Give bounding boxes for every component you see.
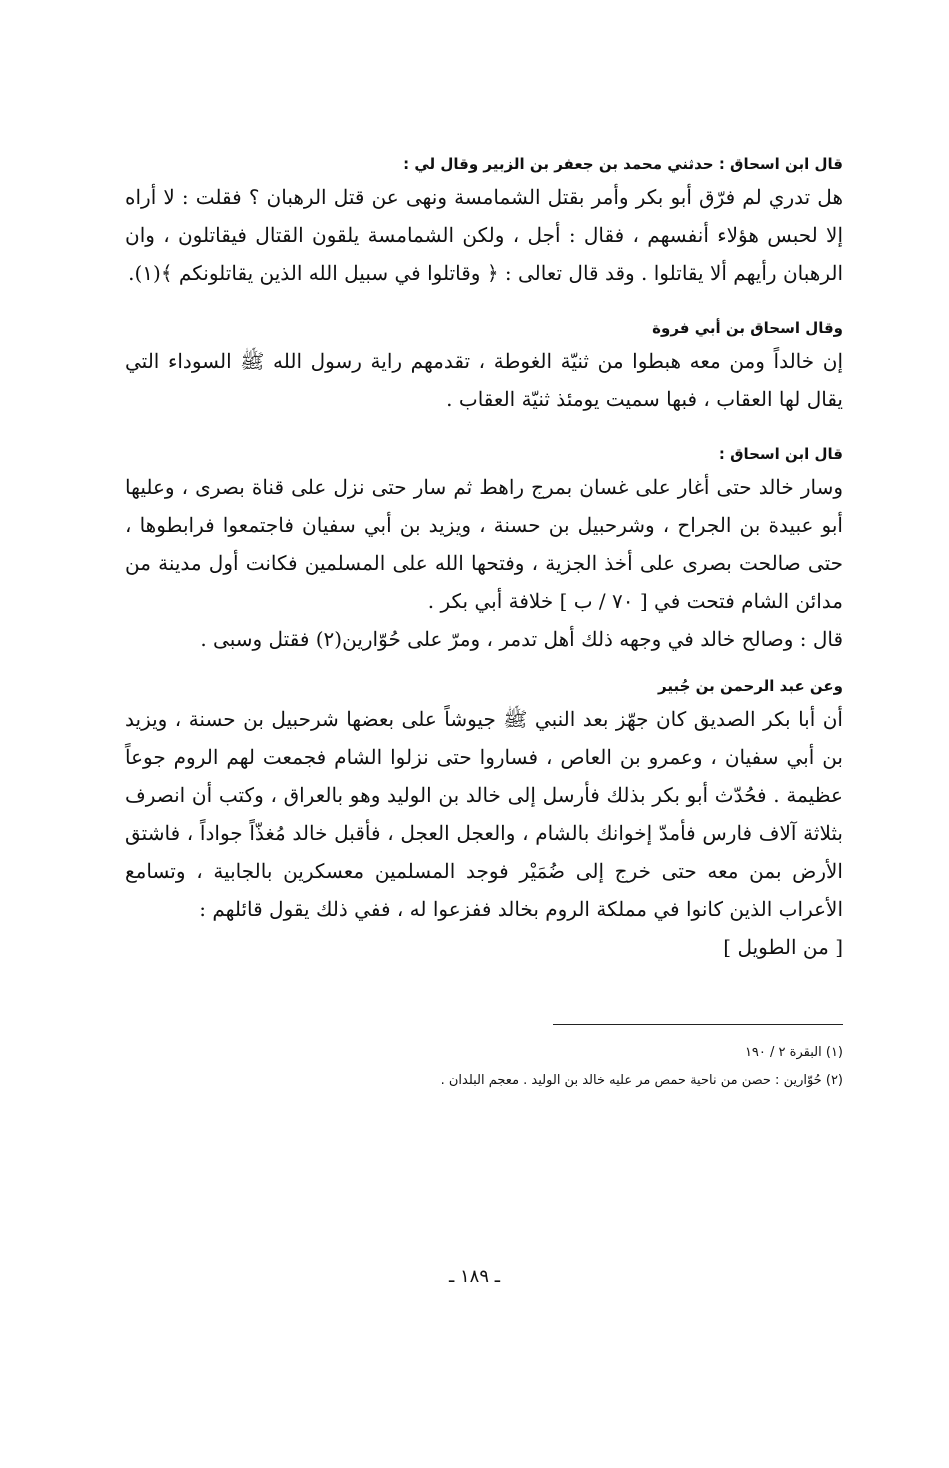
footnote-2: (٢) حُوّارين : حصن من ناحية حمص مر عليه خالد بن الوليد . معجم البلدان . xyxy=(440,1073,843,1088)
spacer xyxy=(125,292,843,314)
poem-meter-label: [ من الطويل ] xyxy=(723,935,843,959)
section-heading-ishaq-ibn-farwa: وقال اسحاق بن أبي فروة xyxy=(652,319,843,337)
paragraph-tadmur: قال : وصالح خالد في وجهه ذلك أهل تدمر ، ومرّ على حُوّارين(٢) فقتل وسبى . xyxy=(200,627,843,651)
paragraph-ghouta: إن خالداً ومن معه هبطوا من ثنيّة الغوطة ، تقدمهم راية رسول الله ﷺ السوداء التي يقال لها العقاب ، فبها سميت يومئذ ثنيّة العقاب . xyxy=(125,349,843,411)
paragraph-busra: وسار خالد حتى أغار على غسان بمرج راهط ثم سار حتى نزل على قناة بصرى ، وعليها أبو عبيدة بن الجراح ، وشرحبيل بن حسنة ، ويزيد بن أبي سفيان فاجتمعوا فرابطوها ، حتى صالحت بصرى على أخذ الجزية ، وفتحها الله على المسلمين فكانت أول مدينة من مدائن الشام فتحت في [ ٧٠ / ب ] خلافة أبي بكر . xyxy=(125,475,843,613)
document-page xyxy=(125,150,843,1095)
paragraph-monks: هل تدري لم فرّق أبو بكر وأمر بقتل الشمامسة ونهى عن قتل الرهبان ؟ فقلت : لا أراه إلا لحبس هؤلاء أنفسهم ، فقال : أجل ، ولكن الشمامسة يلقون القتال فيقاتلون ، وان الرهبان رأيهم ألا يقاتلوا . وقد قال تعالى : ﴿ وقاتلوا في سبيل الله الذين يقاتلونكم ﴾(١). xyxy=(125,185,844,285)
spacer xyxy=(125,658,843,672)
section-heading-ibn-ishaq-1: قال ابن اسحاق : حدثني محمد بن جعفر بن الزبير وقال لي : xyxy=(403,155,843,173)
footnote-1: (١) البقرة ٢ / ١٩٠ xyxy=(744,1045,843,1060)
section-heading-ibn-ishaq-2: قال ابن اسحاق : xyxy=(718,445,843,463)
footnote-divider xyxy=(553,1024,843,1025)
spacer xyxy=(125,418,843,440)
page-number: ـ ١٨٩ ـ xyxy=(448,1266,500,1287)
footnotes xyxy=(125,1039,843,1095)
paragraph-abu-bakr-armies: أن أبا بكر الصديق كان جهّز بعد النبي ﷺ جيوشاً على بعضها شرحبيل بن حسنة ، ويزيد بن أبي سفيان ، وعمرو بن العاص ، فساروا حتى نزلوا الشام فجمعت لهم الروم جوعاً عظيمة . فحُدّث أبو بكر بذلك فأرسل إلى خالد بن الوليد وهو بالعراق ، وكتب أن انصرف بثلاثة آلاف فارس فأمدّ إخوانك بالشام ، والعجل العجل ، فأقبل خالد مُغذّاً جواداً ، فاشتق الأرض بمن معه حتى خرج إلى ضُمَيْر فوجد المسلمين معسكرين بالجابية ، وتسامع الأعراب الذين كانوا في مملكة الروم بخالد ففزعوا له ، ففي ذلك يقول قائلهم : xyxy=(125,707,844,921)
spacer xyxy=(125,966,843,1024)
section-heading-abd-al-rahman: وعن عبد الرحمن بن جُبير xyxy=(658,677,843,695)
